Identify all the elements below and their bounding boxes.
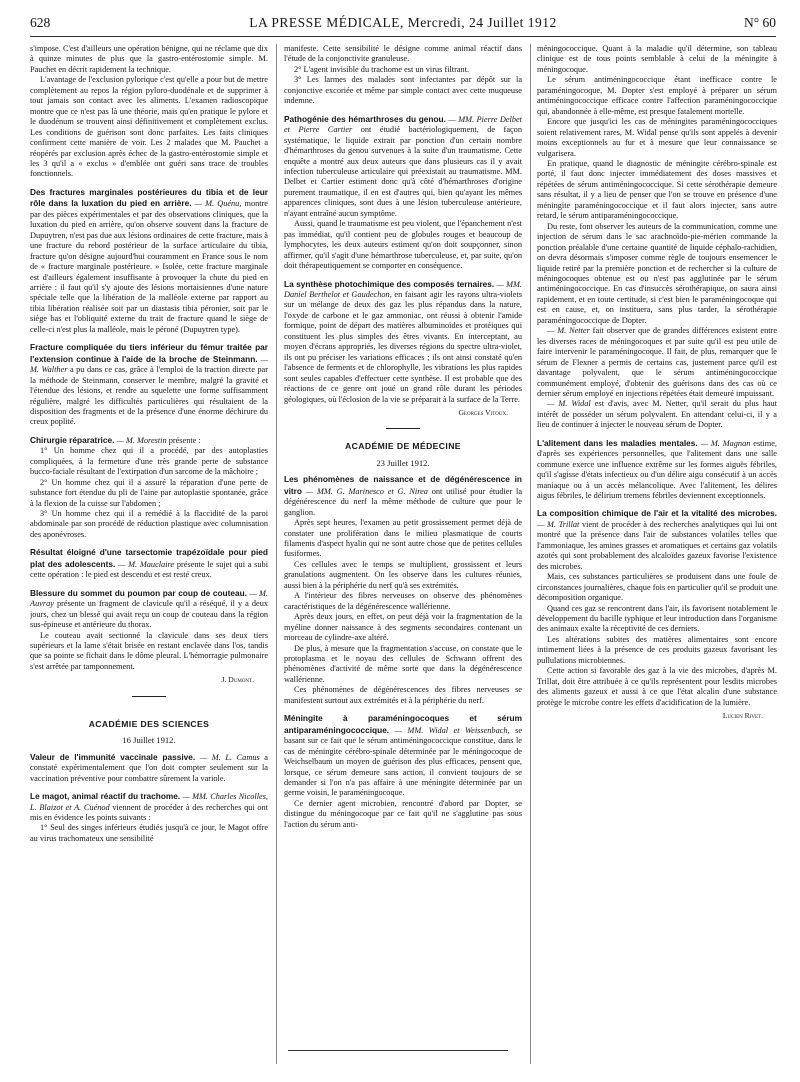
article-text: a pu dans ce cas, grâce à l'emploi de la traction directe par la méthode de Steinmann, conserver le membre, malgré la gravité et l'étendue des lésions, et rendre au squelette une forme suffisamment régulière, malgré les difficultés particulières qui résultaient de la disposition des fragments et de la présence d'une énorme déchirure du creux poplité. [30,365,268,427]
article-text: présente un fragment de clavicule qu'il a réséqué, il y a deux jours, chez un blessé qui avait reçu un coup de couteau dans la région sus-épineuse et antérieure du thorax. [30,599,268,630]
list-item: 2° Un homme chez qui il a assuré la réparation d'une perte de substance fort étendue du pli de l'aine par autoplastie spontanée, grâce à la flexion de la cuisse sur l'abdomen ; [30,477,268,508]
article [284,474,522,518]
article-title: Des fractures marginales postérieures du tibia et de leur rôle dans la luxation du pied en arrière. [30,186,268,209]
article-author: — MM. G. Marinesco et G. Nirea [305,486,428,496]
article-text: , en faisant agir les rayons ultra-violets sur un mélange de deux des gaz les plus répandus dans la nature, l'oxyde de carbone et le gaz ammoniac, ont réussi à obtenir l'amide formique, point de départ des matières albuminoïdes et protéiques qui constituent les plus simples des êtres vivants. En interceptant, au moyen d'écrans appropriés, les diverses régions du spectre ultra-violet, ils ont pu préciser les variations efficaces ; ils ont ainsi constaté qu'en l'absence de ferments et de chlorophylle, les vibrations les plus rapides sont seules capables d'effectuer cette synthèse. Il est probable que des réactions de ce genre ont joué un grand rôle durant les périodes géologiques, où l'éclosion de la vie se préparait à la surface de la Terre. [284,289,522,404]
signature: J. Dumont. [221,675,254,685]
paragraph: méningococcique. Quant à la maladie qu'il détermine, son tableau clinique est de tous points semblable à celui de la méningite à méningocoque. [537,44,777,74]
paragraph: Du reste, font observer les auteurs de la communication, comme une injection de sérum dans le sac arachnoïdo-pie-mérien commande la ponction préalable d'une certaine quantité de liquide céphalo-rachidien, on devra désormais s'imposer comme règle de toujours ensemencer le liquide retiré par la première ponction et de rechercher si la culture de méningocoques obtenue est ou n'est pas agglutinée par le sérum antiméningococcique. En cas d'insuccès sérothérapique, on saura ainsi rapidement, et en toute certitude, si c'est bien le paraméningocoque qui est en cause, et, on instituera, sans plus tarder, la sérothérapie paraméningococcique de Dopter. [537,221,777,325]
article-title: L'alitement dans les maladies mentales. [537,437,698,448]
paragraph: En pratique, quand le diagnostic de méningite cérébro-spinale est porté, il faut donc injecter immédiatement des doses massives et répétées de sérum antiméningococcique. Si cette sérothérapie demeure sans résultat, il y a lieu de penser que l'on se trouve en présence d'une méningite paraméningococcique et il faut alors injecter, sans autre retard, le sérum antiparaméningococcique. [537,158,777,221]
column-3 [537,44,777,1074]
article [30,547,268,580]
paragraph [537,399,777,430]
paragraph: Mais, ces substances particulières se produisent dans une foule de circonstances journalières, chaque fois en particulier qu'il se produit une décomposition organique. [537,572,777,603]
article-title: La synthèse photochimique des composés ternaires. [284,278,495,289]
article [537,438,777,502]
article-text: fait observer que de grandes différences existent entre les diverses races de méningocoques et par suite qu'il est peu utile de faire intervenir le paraméningocoque. Il fait, de plus, remarquer que le sérum de Flexner a permis de certains cas, justement parce qu'il est davantage polyvalent, que le sérum antiméningococcique communément employé, d'obtenir des guérisons dans des cas où ce dernier sérum employé en injections répétées était demeuré impuissant. [537,326,777,398]
paragraph: Après deux jours, en effet, on peut déjà voir la fragmentation de la myéline donner naissance à des segments secondaires contenant un morceau de cylindre-axe altéré. [284,612,522,643]
article [30,588,268,631]
paragraph: Encore que jusqu'ici les cas de méningites paraméningococciques soient relativement rares, M. Widal pense qu'ils sont appelés à devenir moins exceptionnels au fur et à mesure que leur connaissance se vulgarisera. [537,117,777,158]
article-text: vient de procéder à des recherches analytiques qui lui ont montré que la présence dans l'air de substances volatiles telles que l'ammoniaque, les amines grasses et aromatiques et certains gaz volatils azotés qui sont probablement des alcaloïdes gazeux favorise l'existence des microbes. [537,519,777,571]
article-author: — M. Magnan [700,438,751,448]
article-title: La composition chimique de l'air et la vitalité des microbes. [537,508,777,519]
article-title: Résultat éloigné d'une tarsectomie trapézoïdale pour pied plat des adolescents. [30,547,268,569]
article-text: viennent de procéder à des recherches qui ont mis en évidence les points suivants : [30,802,268,822]
article-title: Pathogénie des hémarthroses du genou. [284,113,446,124]
article-author: — M. Netter [547,326,590,336]
list-item: 3° Les larmes des malades sont infectantes par dépôt sur la conjonctive excoriée et même par simple contact avec cette muqueuse indemne. [284,75,522,106]
paragraph: Aussi, quand le traumatisme est peu violent, que l'épanchement n'est pas immédiat, qu'il contient peu de globules rouges et beaucoup de lymphocytes, les deux auteurs estiment qu'on doit soupçonner, sinon affirmer, qu'il s'agit d'une hémarthrose tuberculeuse, et, par suite, qu'on doit thérapeutiquement se comporter en conséquence. [284,219,522,271]
article-text: a constaté expérimentalement que l'on doit compter seulement sur la vaccination préventive pour combattre sûrement la variole. [30,752,268,783]
article-text: , montre par des pièces expérimentales et par des observations cliniques, que la luxation du pied en arrière, qu'on observe souvent dans la fracture de Dupuytren, n'est pas due aux lésions ordinaires de cette fracture, mais à une fracture du rebord postérieur de la surface articulaire du tibia, fracture qu'on désigne aujourd'hui couramment en France sous le nom de « fracture marginale postérieure. » Isolée, cette fracture marginale est d'ailleurs également insuffisante à provoquer la chute du pied en arrière : il faut qu'il s'y ajoute des lésions mortaisiennes d'une nature spéciale telle que la libération de la malléole externe par rapport au tibia libération réalisée soit par un diastasis tibia péronier, soit par le siège bas et l'obliquité externe du trait de fracture quand le siège de celle-ci n'est plus la malléole, mais le péroné (Dupuytren type). [30,199,268,334]
journal-title: LA PRESSE MÉDICALE, Mercredi, 24 Juillet 1912 [249,15,557,30]
article-author: — M. Auvray [30,588,268,609]
article-title: Les phénomènes de naissance et de dégénérescence in vitro [284,474,522,496]
signature: Lucien Rivet. [722,711,763,721]
paragraph: Ces phénomènes de dégénérescences des fibres nerveuses se manifestent surtout aux extrémités et à la périphérie du nerf. [284,685,522,705]
article-author: — M. Widal [547,399,591,409]
article [30,435,268,446]
article-title: Valeur de l'immunité vaccinale passive. [30,751,196,762]
article-text: ont utilisé pour étudier la dégénérescence du nerf la même méthode de culture que pour le ganglion. [284,486,522,517]
article-author: — MM. Charles Nicolles, L. Blaizot et A. Cuénod [30,792,268,812]
section-rule [386,428,420,429]
article-text: , se basant sur ce fait que le sérum antiméningococcique constitue, dans le cas de méningite cérébro-spinale déterminée par le méningocoque de Weichselbaum un moyen de guérison des plus efficaces, pensent que, lorsque, ce sérum demeure sans action, il convient toujours de se demander si l'on n'a pas affaire à une méningite déterminée par un germe voisin, le paraméningocoque. [284,725,522,798]
article [537,508,777,572]
section-date: 23 Juillet 1912. [376,457,430,468]
article-author: — M. Walther [30,354,268,375]
article [30,187,268,335]
column-divider [530,44,531,1064]
article-author: — M. Mauclaire [118,559,175,569]
section-heading: ACADÉMIE DES SCIENCES [88,718,210,729]
paragraph: Quand ces gaz se rencontrent dans l'air, ils favorisent notablement le développement du bacille typhique et leur introduction dans l'organisme des animaux exalte la réceptivité de ces derniers. [537,603,777,634]
article-title: Le magot, animal réactif du trachome. [30,791,181,802]
article-author: — M. Trillat [537,519,580,529]
paragraph: Ce dernier agent microbien, rencontré d'abord par Dopter, se distingue du méningocoque par ce fait qu'il ne s'agglutine pas sous l'action du sérum anti- [284,798,522,829]
header-rule [30,36,776,37]
paragraph: De plus, à mesure que la fragmentation s'accuse, on constate que le protoplasma et le noyau des cellules de Schwann offrent des phénomènes d'activité de même sorte que dans la dégénérescence wallérienne. [284,643,522,684]
article-title: Chirurgie réparatrice. [30,434,115,445]
column-2 [284,44,522,1074]
article [284,713,522,799]
issue-number: N° 60 [743,15,776,30]
signature: Georges Vitoux. [458,407,508,417]
article-author: — MM. Daniel Berthelot et Gaudechon [284,279,522,299]
article-author: — MM. Widal et Weissenbach [394,725,508,735]
article-title: Blessure du sommet du poumon par coup de couteau. [30,587,247,598]
paragraph: Ces cellules avec le temps se multiplient, grossissent et leurs granulations augmentent. On les observe dans les cultures réunies, aussi bien à la périphérie du nerf qu'à ses extrémités. [284,559,522,590]
paragraph [537,326,777,399]
article-author: — M. Quénu [194,199,240,209]
column-1 [30,44,268,1074]
column-divider [276,44,277,1064]
article-author: — MM. Pierre Delbet et Pierre Cartier [284,114,522,135]
bottom-rule [288,1050,508,1051]
paragraph: Les altérations subites des matières alimentaires sont encore intimement liées à la présence de ces produits gazeux favorisant les pullulations microbiennes. [537,634,777,665]
article-text: ont étudié bactériologiquement, de façon systématique, le liquide extrait par ponction d'un certain nombre d'hémarthroses du genou survenues à la suite d'un traumatisme. Cette enquête a montré aux deux auteurs que dans plusieurs cas il y avait infection tuberculeuse articulaire qui préexistait au traumatisme. MM. Delbet et Cartier estiment donc qu'à côté d'hémarthroses d'origine purement traumatique, il en est d'autres qui, bien qu'ayant les mêmes apparences cliniques, sont dues à une lésion tuberculeuse antérieure, n'ayant entraîné aucun symptôme. [284,125,522,218]
paragraph: s'impose. C'est d'ailleurs une opération bénigne, qui ne réclame que dix à quinze minutes de plus que la gastro-entérostomie simple. M. Pauchet en décrit rapidement la technique. [30,44,268,74]
article-text: estime, d'après ses expériences personnelles, que l'alitement dans une salle commune exerce une influence extrême sur les formes aiguës fébriles, qu'il s'agisse d'états infectieux ou d'un délire aigu consécutif à un accès maniaque ou à un accès mélancolique. Avec l'alitement, les délires aigus fébriles, le délirium tremens fébriles deviennent exceptionnels. [537,438,777,501]
section-date: 16 Juillet 1912. [122,735,176,746]
paragraph: Cette action si favorable des gaz à la vie des microbes, d'après M. Trillat, doit être attribuée à ce qu'ils représentent pour lesdits microbes des aliments gazeux et aussi à ce que l'état alcalin d'une substance protège le microbe contre les effets d'acidification de la lumière. [537,666,777,707]
paragraph: manifeste. Cette sensibilité le désigne comme animal réactif dans l'étude de la conjonctivite granuleuse. [284,44,522,64]
article-author: — M. Morestin [116,435,167,445]
article [284,114,522,220]
list-item: 1° Seul des singes inférieurs étudiés jusqu'à ce jour, le Magot offre au virus trachomateux une sensibilité [30,823,268,843]
paragraph: Le sérum antiméningococcique étant inefficace contre le paraméningocoque, M. Dopter s'est employé à préparer un sérum antiméningococcique efficace contre l'affection paraméningococcique qui, abandonnée à elle-même, est presque fatalement mortelle. [537,75,777,116]
paragraph: Après sept heures, l'examen au petit grossissement permet déjà de constater une prolifération dans le milieu plasmatique de courts filaments d'aspect hyalin qui ne sont autre chose que de petites cellules fusiformes. [284,518,522,559]
section-rule [132,696,166,697]
article-text: présente : [166,435,201,445]
list-item: 2° L'agent invisible du trachome est un virus filtrant. [294,64,470,74]
page-header [30,15,776,35]
article-text: présente le sujet qui a subi cette opération : le pied est descendu et est resté creux. [30,559,268,580]
article-title: Fracture compliquée du tiers inférieur du fémur traitée par l'extension continue à l'aide de la broche de Steinmann. [30,342,268,364]
list-item: 3° Un homme chez qui il a remédié à la flaccidité de la paroi abdominale par son procédé de réduction plastique avec columnisation des aponévroses. [30,509,268,539]
section-heading: ACADÉMIE DE MÉDECINE [345,441,461,452]
article-title: Méningite à paraméningocoques et sérum antiparaméningococcique. [284,713,522,735]
list-item: 1° Un homme chez qui il a procédé, par des autoplasties compliquées, à la fermeture d'une très grande perte de substance bucco-faciale résultant de l'extirpation d'un sarcome de la mâchoire ; [30,446,268,477]
article-text: est d'avis, avec M. Netter, qu'il serait du plus haut intérêt de posséder un sérum polyvalent. En attendant celui-ci, il y a lieu de continuer à injecter le nouveau sérum de Dopter. [537,399,777,430]
article [30,791,268,823]
paragraph: Le couteau avait sectionné la clavicule dans ses deux tiers supérieurs et la lame s'était brisée en restant enclavée dans l'os, tandis que sa pointe se fichait dans le dôme pleural. L'hémorragie pulmonaire s'est arrêtée par tamponnement. [30,630,268,671]
paragraph: L'avantage de l'exclusion pylorique c'est qu'elle a pour but de mettre complètement au repos la région pyloro-duodénale et de supprimer à tout jamais son contact avec les aliments. L'examen radioscopique montre que ce n'est pas là une théorie, mais qu'en pratique le pylore et le duodénum se trouvent ainsi définitivement et complètement exclus. Les conditions de guérison sont donc parfaites. Les faits cliniques confirment cette manière de voir. Les 2 malades que M. Pauchet a réopérés par exclusion après échec de la gastro-entérostomie simple et les 3 qu'il a « exclus » d'emblée ont guéri sans trace de troubles fonctionnels. [30,75,268,179]
article [30,752,268,784]
page-number: 628 [30,15,51,30]
article-author: — M. L. Camus [199,752,260,762]
paragraph: A l'intérieur des fibres nerveuses on observe des phénomènes caractéristiques de la dégénérescence wallérienne. [284,591,522,611]
article [30,342,268,428]
article [284,279,522,405]
